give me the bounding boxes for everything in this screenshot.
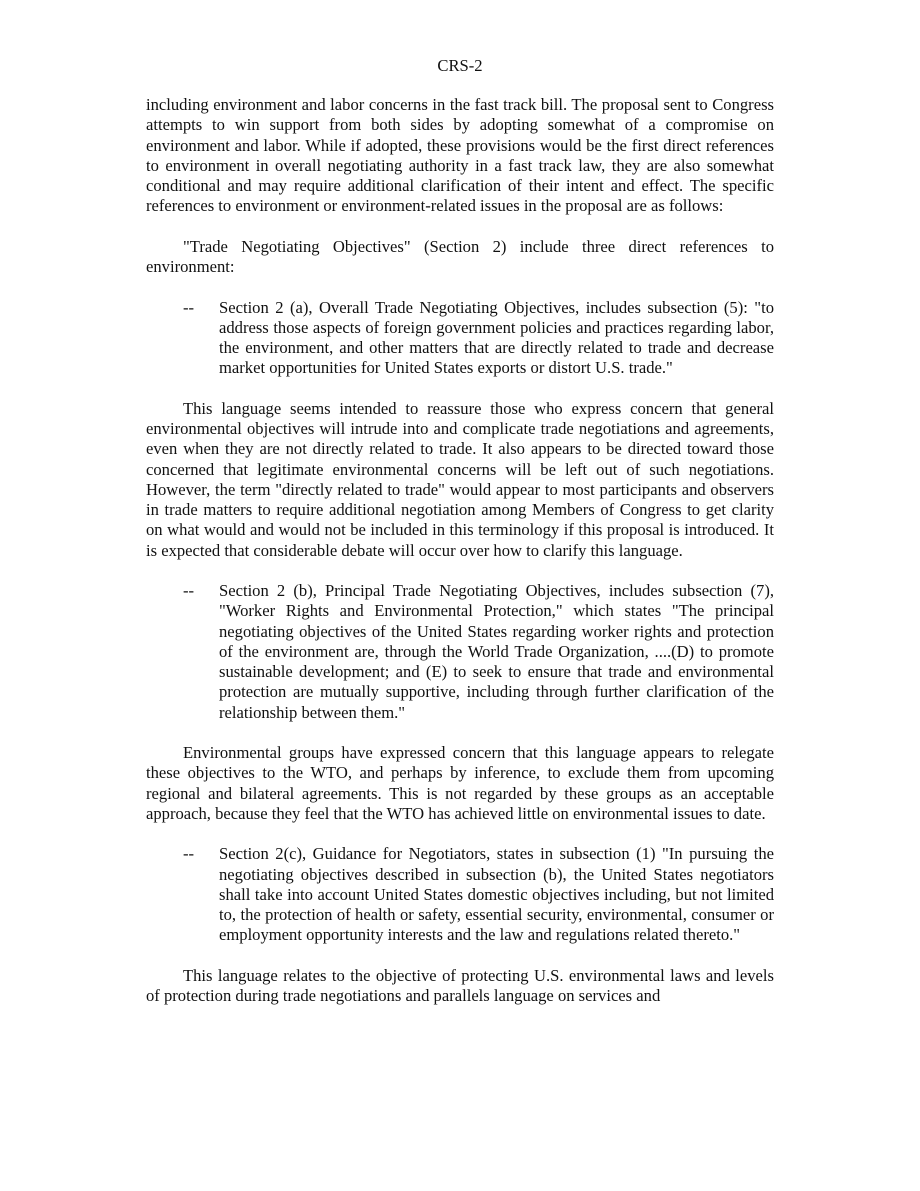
bullet-text: Section 2 (b), Principal Trade Negotiating Objectives, includes subsection (7), "Worker Rights and Environmental Protection," which states "The principal negotiating objectives of the United States regarding worker rights and protection of the environment are, through the World Trade Organization, ....(D) to promote sustainable development; and (E) to seek to ensure that trade and environmental protection are mutually supportive, including through further clarification of the relationship between them."	[219, 581, 774, 722]
bullet-dash: --	[183, 581, 195, 600]
bullet-item-guidance	[146, 844, 774, 945]
paragraph-intro: including environment and labor concerns in the fast track bill. The proposal sent to Congress attempts to win support from both sides by adopting somewhat of a compromise on environment and labor. While if adopted, these provisions would be the first direct references to environment in overall negotiating authority in a fast track law, they are also somewhat conditional and may require additional clarification of their intent and effect. The specific references to environment or environment-related issues in the proposal are as follows:	[146, 95, 774, 216]
bullet-text: Section 2(c), Guidance for Negotiators, states in subsection (1) "In pursuing the negotiating objectives described in subsection (b), the United States negotiators shall take into account United States domestic objectives including, but not limited to, the protection of health or safety, essential security, environmental, consumer or employment opportunity interests and the law and regulations related thereto."	[219, 844, 774, 945]
paragraph-protecting-laws: This language relates to the objective of protecting U.S. environmental laws and levels of protection during trade negotiations and parallels language on services and	[146, 965, 774, 1005]
paragraph-reassure: This language seems intended to reassure those who express concern that general environmental objectives will intrude into and complicate trade negotiations and agreements, even when they are not directly related to trade. It also appears to be directed toward those concerned that legitimate environmental concerns will be left out of such negotiations. However, the term "directly related to trade" would appear to most participants and observers in trade matters to require additional negotiation among Members of Congress to get clarity on what would and would not be included in this terminology if this proposal is introduced. It is expected that considerable debate will occur over how to clarify this language.	[146, 398, 774, 560]
page-header: CRS-2	[437, 56, 483, 75]
paragraph-objectives: "Trade Negotiating Objectives" (Section 2) include three direct references to environment:	[146, 236, 774, 276]
bullet-item-overall-objectives	[146, 298, 774, 379]
bullet-item-principal-objectives	[146, 581, 774, 723]
bullet-dash: --	[183, 297, 195, 317]
paragraph-environmental-groups: Environmental groups have expressed concern that this language appears to relegate these objectives to the WTO, and perhaps by inference, to exclude them from upcoming regional and bilateral agreements. This is not regarded by these groups as an acceptable approach, because they feel that the WTO has achieved little on environmental issues to date.	[146, 743, 774, 823]
bullet-text: Section 2 (a), Overall Trade Negotiating Objectives, includes subsection (5): "to address those aspects of foreign government policies and practices regarding labor, the environment, and other matters that are directly related to trade and decrease market opportunities for United States exports or distort U.S. trade."	[219, 297, 774, 378]
bullet-dash: --	[183, 844, 195, 864]
document-body	[146, 95, 774, 1027]
